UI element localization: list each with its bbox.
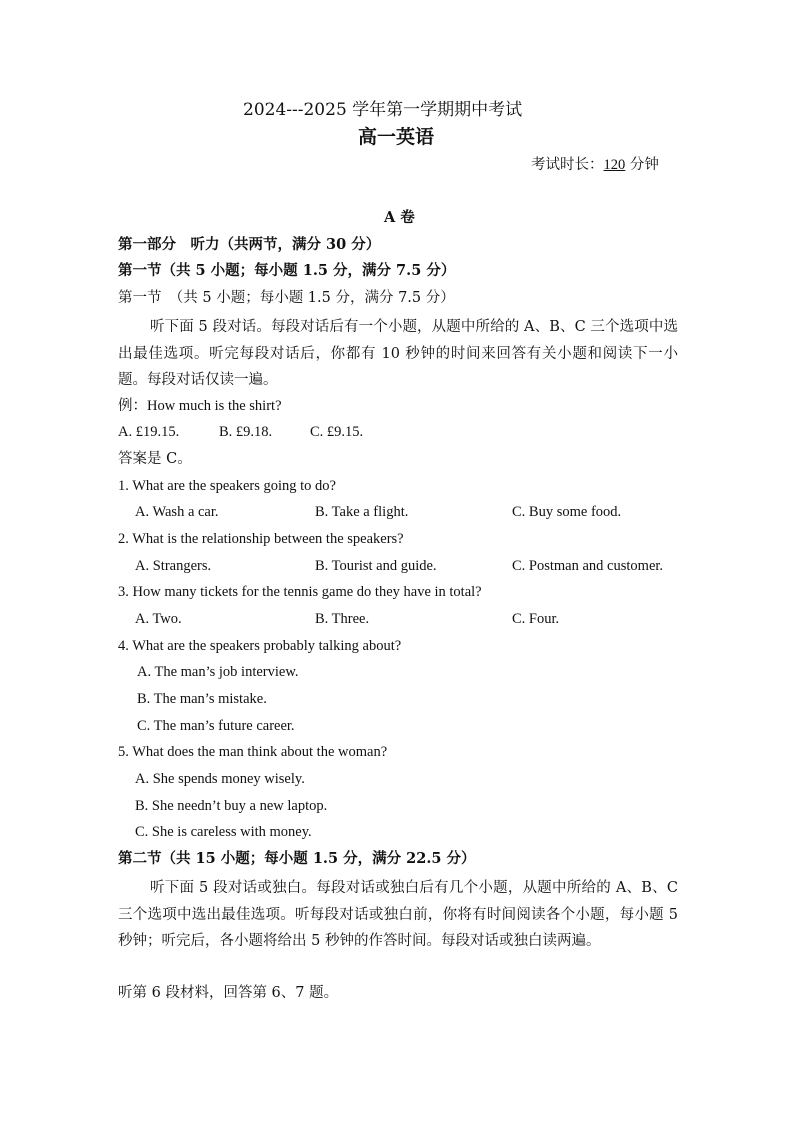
- duration-unit: 分钟: [625, 157, 659, 173]
- q1-option-b: B. Take a flight.: [315, 504, 409, 520]
- exam-subtitle: 高一英语: [358, 126, 435, 148]
- question-5: 5. What does the man think about the woman?: [118, 744, 388, 760]
- q4-option-a: A. The man’s job interview.: [137, 664, 299, 680]
- section1-instructions: 听下面 5 段对话。每段对话后有一个小题，从题中所给的 A、B、C 三个选项中选出最佳选项。听完每段对话后，你都有 10 秒钟的时间来回答有关小题和阅读下一小题。每段对话仅读一遍。: [118, 319, 678, 389]
- section2-heading: 第二节（共 15 小题；每小题 1.5 分，满分 22.5 分）: [118, 850, 476, 867]
- q4-option-c: C. The man’s future career.: [137, 718, 295, 734]
- example-answer: 答案是 C。: [118, 451, 192, 467]
- question-3: 3. How many tickets for the tennis game do they have in total?: [118, 584, 482, 600]
- q3-option-b: B. Three.: [315, 611, 370, 627]
- volume-label: A 卷: [384, 209, 415, 226]
- example-option-a: A. £19.15.: [118, 424, 180, 440]
- q5-option-a: A. She spends money wisely.: [135, 771, 305, 787]
- example-option-b: B. £9.18.: [219, 424, 273, 440]
- example-option-c: C. £9.15.: [310, 424, 364, 440]
- exam-title: 2024---2025 学年第一学期期中考试: [243, 100, 523, 120]
- question-4: 4. What are the speakers probably talking about?: [118, 638, 402, 654]
- q5-option-c: C. She is careless with money.: [135, 824, 312, 840]
- q1-option-a: A. Wash a car.: [135, 504, 219, 520]
- material-6-instruction: 听第 6 段材料，回答第 6、7 题。: [118, 985, 339, 1001]
- duration-label: 考试时长：: [531, 157, 604, 173]
- part1-heading: 第一部分 听力（共两节，满分 30 分）: [118, 236, 381, 253]
- question-1: 1. What are the speakers going to do?: [118, 478, 336, 494]
- duration-value: 120: [603, 157, 626, 173]
- section1-heading-bold: 第一节（共 5 小题；每小题 1.5 分，满分 7.5 分）: [118, 262, 456, 279]
- q1-option-c: C. Buy some food.: [512, 504, 622, 520]
- exam-duration: [531, 155, 659, 175]
- section2-instructions: 听下面 5 段对话或独白。每段对话或独白后有几个小题，从题中所给的 A、B、C 三个选项中选出最佳选项。听每段对话或独白前，你将有时间阅读各个小题，每小题 5 秒钟；听完后，各小题将给出 5 秒钟的作答时间。每段对话或独白读两遍。: [118, 880, 678, 950]
- q2-option-a: A. Strangers.: [135, 558, 212, 574]
- q4-option-b: B. The man’s mistake.: [137, 691, 267, 707]
- q2-option-b: B. Tourist and guide.: [315, 558, 437, 574]
- example-question: 例：How much is the shirt?: [118, 398, 282, 414]
- q2-option-c: C. Postman and customer.: [512, 558, 664, 574]
- question-2: 2. What is the relationship between the speakers?: [118, 531, 404, 547]
- q3-option-c: C. Four.: [512, 611, 560, 627]
- q5-option-b: B. She needn’t buy a new laptop.: [135, 798, 328, 814]
- q3-option-a: A. Two.: [135, 611, 182, 627]
- section1-heading-plain: 第一节 （共 5 小题；每小题 1.5 分，满分 7.5 分）: [118, 290, 455, 306]
